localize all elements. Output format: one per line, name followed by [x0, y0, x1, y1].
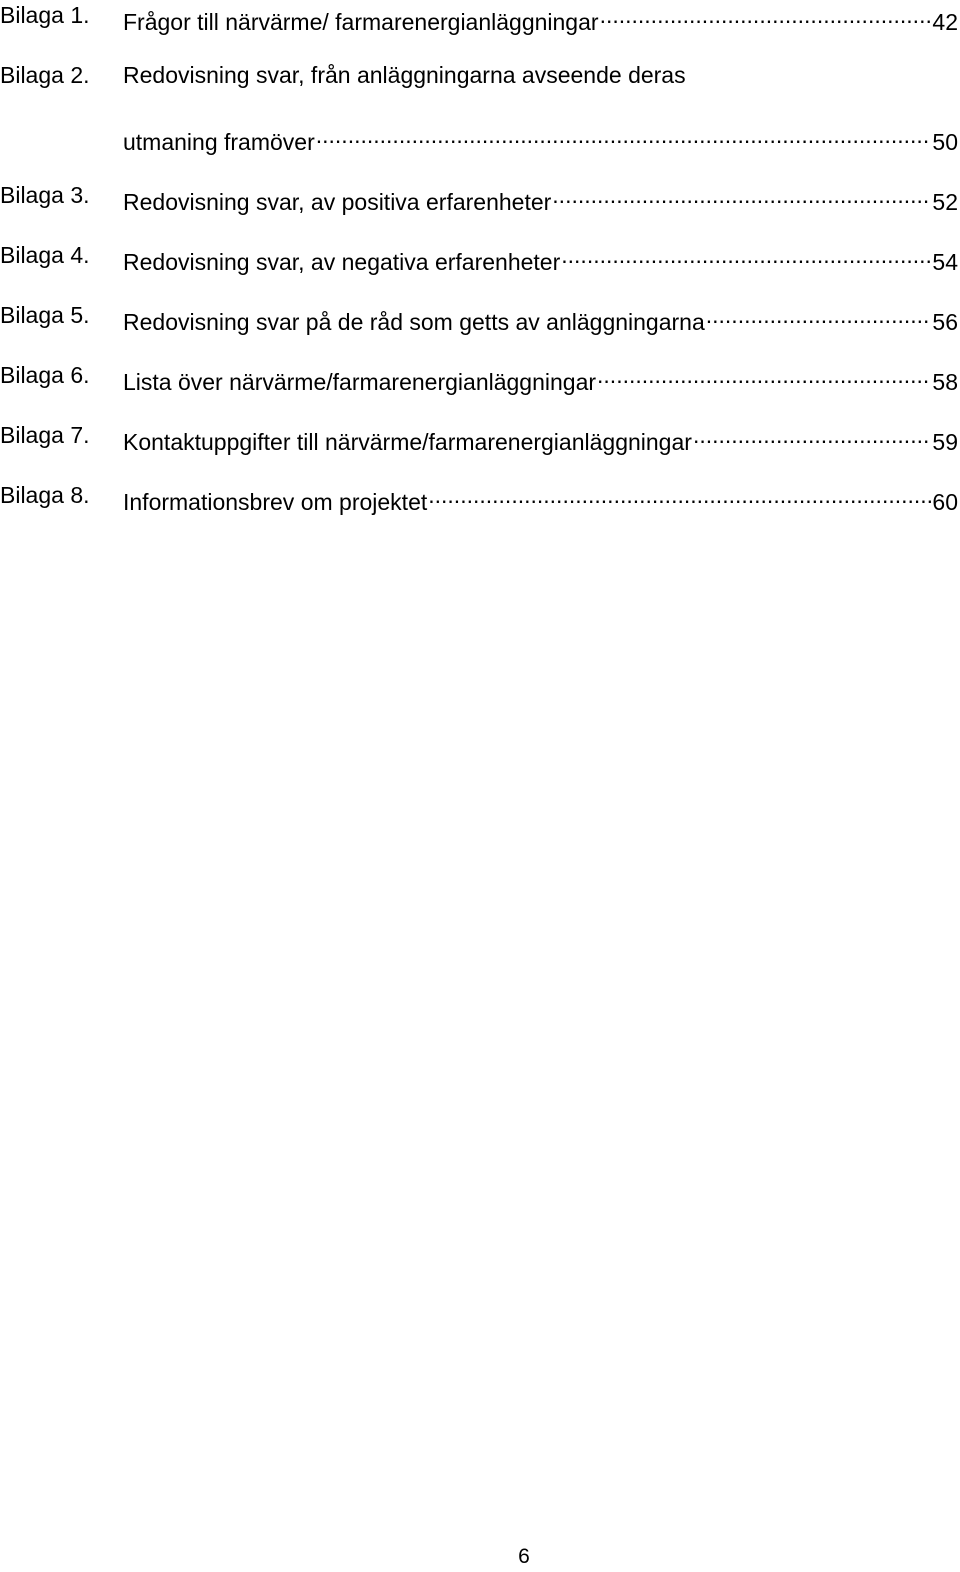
toc-dot-leader — [597, 360, 931, 390]
toc-entry-title[interactable]: Redovisning svar, från anläggningarna avseende deras — [123, 62, 686, 88]
toc-dot-leader — [428, 480, 931, 510]
toc-entry-title[interactable]: Redovisning svar, av positiva erfarenheter — [123, 189, 552, 215]
toc-entry-page[interactable]: 42 — [932, 9, 958, 35]
toc-entry-line — [123, 300, 958, 337]
toc-entry-label: Bilaga 8. — [0, 482, 90, 508]
toc-entry-page[interactable]: 56 — [932, 309, 958, 335]
toc-entry-bilaga-1[interactable] — [0, 0, 958, 60]
toc-entry-label: Bilaga 2. — [0, 62, 90, 88]
toc-entry-title-continued[interactable]: utmaning framöver — [123, 129, 315, 155]
toc-entry-page[interactable]: 58 — [932, 369, 958, 395]
toc-entry-label: Bilaga 6. — [0, 362, 90, 388]
toc-dot-leader — [706, 300, 932, 330]
toc-entry-line — [123, 60, 958, 90]
toc-dot-leader — [693, 420, 931, 450]
toc-entry-label: Bilaga 7. — [0, 422, 90, 448]
toc-entry-bilaga-3[interactable] — [0, 180, 958, 240]
toc-entry-title[interactable]: Lista över närvärme/farmarenergianläggningar — [123, 369, 597, 395]
toc-entry-label: Bilaga 3. — [0, 182, 90, 208]
toc-entry-bilaga-4[interactable] — [0, 240, 958, 300]
toc-entry-page[interactable]: 60 — [932, 489, 958, 515]
toc-entry-page[interactable]: 59 — [932, 429, 958, 455]
toc-entry-page[interactable]: 54 — [932, 249, 958, 275]
toc-entry-label: Bilaga 4. — [0, 242, 90, 268]
toc-entry-line — [123, 360, 958, 397]
toc-entry-line — [123, 120, 958, 157]
toc-entry-line — [123, 480, 958, 517]
toc-entry-line — [123, 180, 958, 217]
toc-entry-title[interactable]: Kontaktuppgifter till närvärme/farmarenergianläggningar — [123, 429, 692, 455]
toc-entry-line — [123, 240, 958, 277]
toc-entry-bilaga-8[interactable] — [0, 480, 958, 540]
toc-entry-bilaga-6[interactable] — [0, 360, 958, 420]
toc-entry-bilaga-2-continued[interactable] — [0, 120, 958, 180]
toc-entry-line — [123, 0, 958, 37]
page-number: 6 — [518, 1545, 530, 1568]
toc-entry-bilaga-5[interactable] — [0, 300, 958, 360]
toc-entry-bilaga-7[interactable] — [0, 420, 958, 480]
toc-entry-page[interactable]: 52 — [932, 189, 958, 215]
toc-entry-page[interactable]: 50 — [932, 129, 958, 155]
toc-entry-label: Bilaga 1. — [0, 2, 90, 28]
toc-entry-label: Bilaga 5. — [0, 302, 90, 328]
toc-entry-title[interactable]: Redovisning svar, av negativa erfarenheter — [123, 249, 561, 275]
toc-entry-line — [123, 420, 958, 457]
toc-entry-bilaga-2[interactable] — [0, 60, 958, 120]
toc-entry-title[interactable]: Informationsbrev om projektet — [123, 489, 428, 515]
toc-dot-leader — [552, 180, 931, 210]
toc-dot-leader — [600, 0, 932, 30]
toc-dot-leader — [316, 120, 932, 150]
toc-entry-title[interactable]: Redovisning svar på de råd som getts av anläggningarna — [123, 309, 705, 335]
toc-dot-leader — [561, 240, 931, 270]
table-of-contents — [0, 0, 958, 540]
toc-entry-title[interactable]: Frågor till närvärme/ farmarenergianläggningar — [123, 9, 599, 35]
